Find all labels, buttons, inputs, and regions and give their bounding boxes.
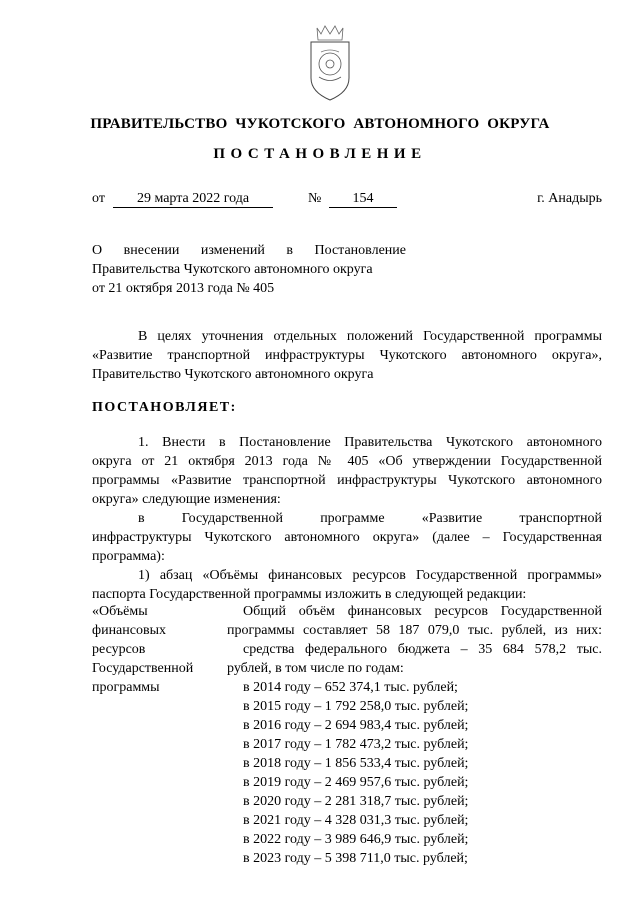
subject-line: от 21 октября 2013 года № 405 [92, 281, 275, 296]
year-line: в 2015 году – 1 792 258,0 тыс. рублей; [243, 699, 469, 714]
body-line: округа» следующие изменения: [92, 492, 281, 507]
table-left-line: финансовых [92, 623, 166, 638]
year-line: в 2019 году – 2 469 957,6 тыс. рублей; [243, 775, 469, 790]
table-right-line: Общий объём финансовых ресурсов Государственной [243, 604, 602, 619]
table-left-line: «Объёмы [92, 604, 148, 619]
body-line: инфраструктуры Чукотского автономного округа» (далее – Государственная [92, 530, 602, 545]
resolves-heading: ПОСТАНОВЛЯЕТ: [92, 400, 237, 415]
document-date: 29 марта 2022 года [113, 191, 273, 208]
year-line: в 2020 году – 2 281 318,7 тыс. рублей; [243, 794, 469, 809]
table-left-column [92, 602, 222, 697]
table-left-line: ресурсов [92, 642, 146, 657]
subject-line: О внесении изменений в Постановление [92, 243, 406, 258]
table-left-line: программы [92, 680, 160, 695]
year-line: в 2021 году – 4 328 031,3 тыс. рублей; [243, 813, 469, 828]
document-type: ПОСТАНОВЛЕНИЕ [213, 146, 427, 162]
table-right-line: программы составляет 58 187 079,0 тыс. рублей, из них: [227, 623, 602, 638]
city: г. Анадырь [537, 191, 602, 206]
table-right-line: рублей, в том числе по годам: [227, 661, 404, 676]
year-line: в 2014 году – 652 374,1 тыс. рублей; [243, 680, 458, 695]
number-label: № [308, 191, 322, 206]
body-line: программы «Развитие транспортной инфраструктуры Чукотского автономного [92, 473, 602, 488]
government-title: ПРАВИТЕЛЬСТВО ЧУКОТСКОГО АВТОНОМНОГО ОКРУГА [90, 116, 550, 132]
preamble-line: Правительство Чукотского автономного округа [92, 367, 374, 382]
body-line: 1. Внести в Постановление Правительства Чукотского автономного [138, 435, 602, 450]
table-left-line: Государственной [92, 661, 194, 676]
year-line: в 2017 году – 1 782 473,2 тыс. рублей; [243, 737, 469, 752]
date-label: от [92, 191, 105, 206]
preamble-line: «Развитие транспортной инфраструктуры Чукотского автономного округа», [92, 348, 602, 363]
emblem-icon [305, 22, 355, 104]
year-line: в 2022 году – 3 989 646,9 тыс. рублей; [243, 832, 469, 847]
table-right-column [227, 602, 602, 868]
body-line: паспорта Государственной программы изложить в следующей редакции: [92, 587, 527, 602]
body-line: 1) абзац «Объёмы финансовых ресурсов Государственной программы» [138, 568, 602, 583]
year-line: в 2018 году – 1 856 533,4 тыс. рублей; [243, 756, 469, 771]
body-text [92, 433, 602, 604]
body-line: округа от 21 октября 2013 года № 405 «Об утверждении Государственной [92, 454, 602, 469]
preamble-line: В целях уточнения отдельных положений Государственной программы [138, 329, 602, 344]
body-line: программа): [92, 549, 165, 564]
table-right-line: средства федерального бюджета – 35 684 578,2 тыс. [243, 642, 602, 657]
body-line: в Государственной программе «Развитие транспортной [138, 511, 602, 526]
year-line: в 2016 году – 2 694 983,4 тыс. рублей; [243, 718, 469, 733]
coat-of-arms-emblem [305, 22, 355, 104]
year-line: в 2023 году – 5 398 711,0 тыс. рублей; [243, 851, 468, 866]
document-number: 154 [329, 191, 397, 208]
subject [92, 241, 406, 298]
preamble [92, 327, 602, 384]
subject-line: Правительства Чукотского автономного округа [92, 262, 373, 277]
